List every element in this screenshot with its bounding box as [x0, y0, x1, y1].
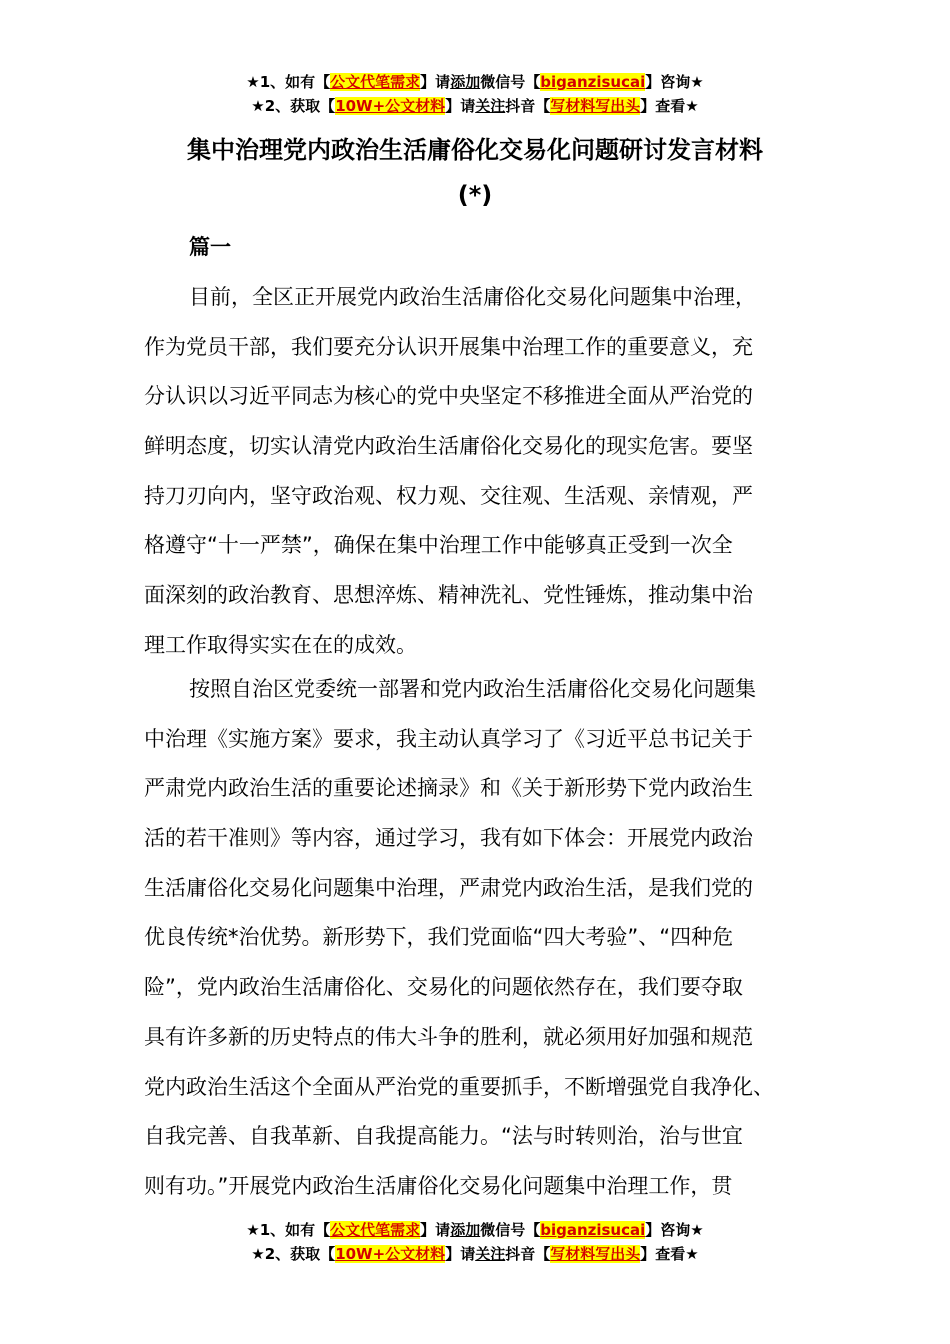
paragraph-2: [144, 665, 814, 1212]
banner-text: ★1、如有【: [246, 73, 331, 91]
paragraph-line: 格遵守“十一严禁”，确保在集中治理工作中能够真正受到一次全: [144, 533, 733, 558]
banner-underline: 添加: [450, 73, 481, 91]
paragraph-line: 生活庸俗化交易化问题集中治理，严肃党内政治生活，是我们党的: [144, 875, 753, 900]
paragraph-line: 鲜明态度，切实认清党内政治生活庸俗化交易化的现实危害。要坚: [144, 434, 753, 459]
banner-line-2: [0, 1242, 950, 1266]
paragraph-1: [144, 273, 814, 671]
banner-text: 】请: [445, 97, 476, 115]
banner-text: 】查看★: [640, 97, 699, 115]
document-title-suffix: (*): [457, 181, 493, 209]
banner-text: ★2、获取【: [251, 1245, 336, 1263]
banner-text: 】请: [445, 1245, 476, 1263]
paragraph-line: 中治理《实施方案》要求，我主动认真学习了《习近平总书记关于: [144, 726, 753, 751]
banner-highlight: 公文代笔需求: [330, 73, 421, 91]
banner-line-1: [0, 70, 950, 94]
paragraph-line: 具有许多新的历史特点的伟大斗争的胜利，就必须用好加强和规范: [144, 1024, 753, 1049]
document-title: 集中治理党内政治生活庸俗化交易化问题研讨发言材料: [187, 136, 763, 164]
banner-highlight: biganzisucai: [540, 73, 646, 91]
banner-text: ★1、如有【: [246, 1221, 331, 1239]
paragraph-line: 目前，全区正开展党内政治生活庸俗化交易化问题集中治理，: [189, 285, 756, 309]
header-banner: [0, 70, 950, 118]
banner-line-1: [0, 1218, 950, 1242]
section-heading: 篇一: [189, 235, 231, 259]
banner-highlight: biganzisucai: [540, 1221, 646, 1239]
banner-highlight: 10W+公文材料: [335, 1245, 446, 1263]
banner-line-2: [0, 94, 950, 118]
footer-banner: [0, 1218, 950, 1266]
banner-text: 】请: [420, 1221, 451, 1239]
paragraph-line: 险”，党内政治生活庸俗化、交易化的问题依然存在，我们要夺取: [144, 975, 743, 1000]
paragraph-line: 优良传统*治优势。新形势下，我们党面临“四大考验”、“四种危: [144, 925, 734, 950]
banner-text: 】查看★: [640, 1245, 699, 1263]
banner-underline: 关注: [475, 1245, 506, 1263]
paragraph-line: 自我完善、自我革新、自我提高能力。“法与时转则治，治与世宜: [144, 1124, 743, 1149]
paragraph-line: 活的若干准则》等内容，通过学习，我有如下体会：开展党内政治: [144, 826, 753, 851]
paragraph-line: 按照自治区党委统一部署和党内政治生活庸俗化交易化问题集: [189, 677, 756, 701]
paragraph-line: 党内政治生活这个全面从严治党的重要抓手，不断增强党自我净化、: [144, 1074, 774, 1099]
banner-highlight: 写材料写出头: [550, 1245, 641, 1263]
paragraph-line: 持刀刃向内，坚守政治观、权力观、交往观、生活观、亲情观，严: [144, 483, 753, 508]
banner-text: 抖音【: [505, 97, 551, 115]
banner-underline: 添加: [450, 1221, 481, 1239]
paragraph-line: 作为党员干部，我们要充分认识开展集中治理工作的重要意义，充: [144, 334, 753, 359]
banner-text: 】咨询★: [645, 73, 704, 91]
banner-text: 】咨询★: [645, 1221, 704, 1239]
banner-text: ★2、获取【: [251, 97, 336, 115]
paragraph-line: 分认识以习近平同志为核心的党中央坚定不移推进全面从严治党的: [144, 384, 753, 409]
banner-text: 微信号【: [480, 1221, 541, 1239]
paragraph-line: 则有功。”开展党内政治生活庸俗化交易化问题集中治理工作，贯: [144, 1173, 733, 1198]
banner-highlight: 公文代笔需求: [330, 1221, 421, 1239]
paragraph-line: 面深刻的政治教育、思想淬炼、精神洗礼、党性锤炼，推动集中治: [144, 583, 753, 608]
banner-text: 】请: [420, 73, 451, 91]
banner-highlight: 写材料写出头: [550, 97, 641, 115]
banner-text: 微信号【: [480, 73, 541, 91]
banner-highlight: 10W+公文材料: [335, 97, 446, 115]
banner-underline: 关注: [475, 97, 506, 115]
banner-text: 抖音【: [505, 1245, 551, 1263]
paragraph-line: 理工作取得实实在在的成效。: [144, 632, 417, 657]
paragraph-line: 严肃党内政治生活的重要论述摘录》和《关于新形势下党内政治生: [144, 776, 753, 801]
